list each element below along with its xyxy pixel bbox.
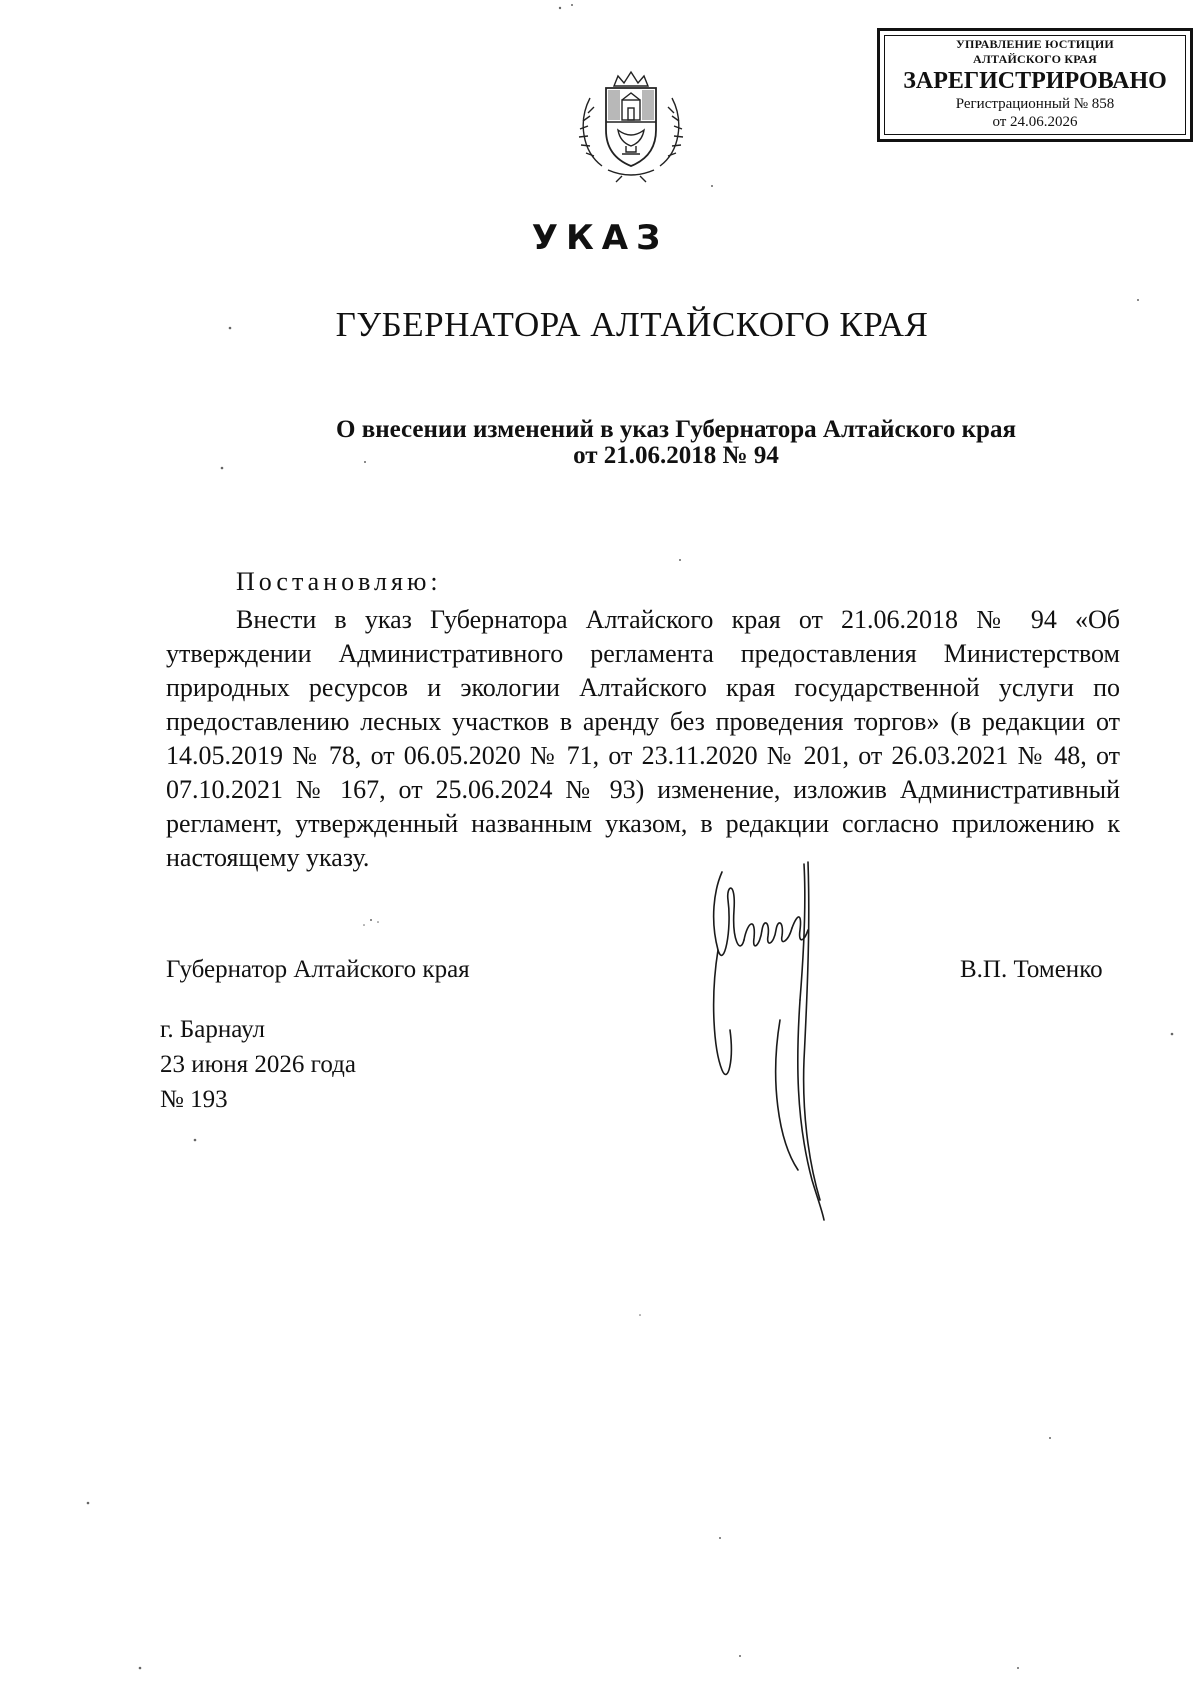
issue-number: № 193 [160,1086,228,1113]
document-subject [0,417,1200,469]
stamp-org-line2: АЛТАЙСКОГО КРАЯ [973,52,1097,66]
issuer-title: ГУБЕРНАТОРА АЛТАЙСКОГО КРАЯ [335,305,929,344]
stamp-reg-date: от 24.06.2026 [992,114,1078,130]
document-type: УКАЗ [531,218,669,258]
subject-line2: от 21.06.2018 № 94 [573,442,779,469]
issue-place-date [160,1012,356,1117]
stamp-reg-number: Регистрационный № 858 [955,96,1115,112]
coat-of-arms-emblem [572,66,690,184]
stamp-status: ЗАРЕГИСТРИРОВАНО [903,68,1167,94]
issue-city: г. Барнаул [160,1016,265,1043]
stamp-org-line1: УПРАВЛЕНИЕ ЮСТИЦИИ [956,37,1114,51]
handwritten-signature [700,860,900,1260]
signer-title: Губернатор Алтайского края [166,956,470,983]
registration-stamp [877,28,1193,142]
decree-word: Постановляю: [236,567,442,596]
issue-date: 23 июня 2026 года [160,1051,356,1078]
subject-line1: О внесении изменений в указ Губернатора Алтайского края [336,416,1016,443]
decree-body-text: Внести в указ Губернатора Алтайского края от 21.06.2018 № 94 «Об утверждении Административного регламента предоставления Министерством природных ресурсов и экологии Алтайского края государственной услуги по предоставлению лесных участков в аренду без проведения торгов» (в редакции от 14.05.2019 № 78, от 06.05.2020 № 71, от 23.11.2020 № 201, от 26.03.2021 № 48, от 07.10.2021 № 167, от 25.06.2024 № 93) изменение, изложив Административный регламент, утвержденный названным указом, в редакции согласно приложению к настоящему указу. [166,605,1120,872]
signer-name: В.П. Томенко [960,956,1103,983]
